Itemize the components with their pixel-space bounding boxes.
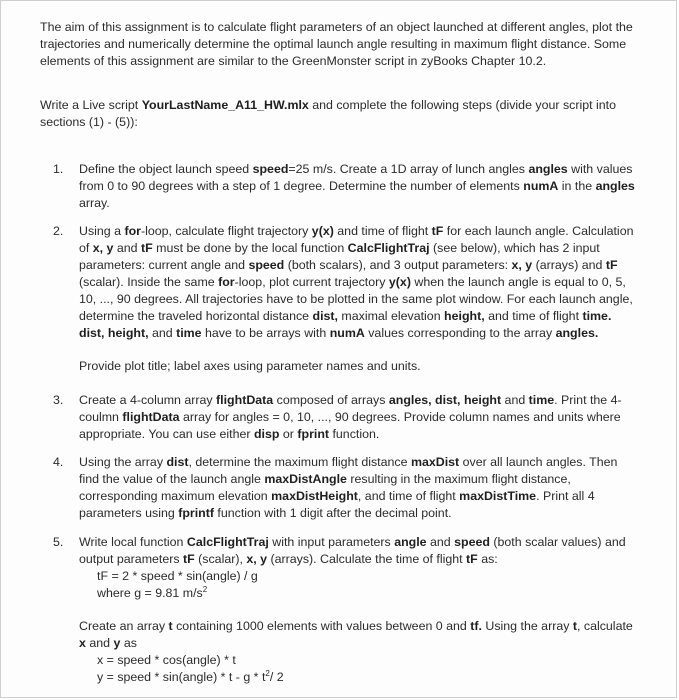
bold-term: time bbox=[176, 326, 202, 340]
bold-term: tF bbox=[431, 224, 444, 238]
text-run: Using a bbox=[79, 224, 125, 238]
formula-x: x = speed * cos(angle) * t bbox=[97, 653, 236, 667]
bold-term: maxDistAngle bbox=[264, 472, 347, 486]
bold-term: tF bbox=[605, 258, 618, 272]
bold-term: speed bbox=[454, 535, 490, 549]
text-run: values corresponding to the array bbox=[364, 326, 556, 340]
bold-term: x bbox=[79, 636, 86, 650]
instructions-text-end: and complete the following steps (divide your script into sections (1) - (5)): bbox=[40, 98, 616, 129]
text-run: as bbox=[120, 636, 137, 650]
text-run: , calculate bbox=[577, 619, 633, 633]
bold-term: x, y bbox=[246, 552, 268, 566]
bold-term: fprintf bbox=[178, 506, 214, 520]
step-number: 1. bbox=[53, 162, 64, 176]
bold-term: t bbox=[168, 619, 173, 633]
text-run: (arrays). Calculate the time of flight bbox=[267, 552, 467, 566]
text-run: (scalar), bbox=[194, 552, 247, 566]
text-run: . Print the 4-coulmn bbox=[79, 393, 622, 424]
text-run: -loop, calculate flight trajectory bbox=[141, 224, 312, 238]
bold-term: for bbox=[124, 224, 141, 238]
bold-term: y bbox=[113, 636, 121, 650]
bold-term: height, bbox=[444, 309, 485, 323]
text-run: , determine the maximum flight distance bbox=[188, 455, 411, 469]
text-run: for each launch angle. Calculation of bbox=[79, 224, 634, 255]
text-run: Using the array bbox=[79, 455, 167, 469]
bold-term: time. dist, height, bbox=[79, 309, 612, 340]
text-run: and bbox=[113, 241, 142, 255]
text-run: Create an array bbox=[79, 619, 169, 633]
step-text bbox=[79, 454, 639, 522]
instructions-paragraph bbox=[40, 97, 640, 131]
text-run: must be done by the local function bbox=[152, 241, 348, 255]
step-text bbox=[79, 223, 639, 342]
text-run: over all launch angles. Then find the value of the launch angle bbox=[79, 455, 618, 486]
bold-term: maxDistTime bbox=[459, 489, 537, 503]
bold-term: dist, bbox=[312, 309, 338, 323]
text-run: and time of flight bbox=[333, 224, 432, 238]
bold-term: disp bbox=[253, 427, 280, 441]
text-run: Define the object launch speed bbox=[79, 162, 253, 176]
bold-term: angles, dist, height bbox=[388, 393, 502, 407]
bold-term: y(x) bbox=[311, 224, 334, 238]
bold-term: angles bbox=[528, 162, 568, 176]
step-number: 4. bbox=[53, 455, 64, 469]
step-subnote bbox=[79, 618, 639, 652]
text-run: array. bbox=[79, 196, 110, 210]
text-run: in the bbox=[558, 179, 596, 193]
filename: YourLastName_A11_HW.mlx bbox=[141, 98, 309, 112]
bold-term: maxDistHeight bbox=[271, 489, 358, 503]
bold-term: for bbox=[218, 275, 235, 289]
text-run: (see below), which has 2 input parameters: current angle and bbox=[79, 241, 600, 272]
text-run: Write local function bbox=[79, 535, 187, 549]
text-run: have to be arrays with bbox=[201, 326, 330, 340]
text-run: and bbox=[148, 326, 177, 340]
bold-term: CalcFlightTraj bbox=[186, 535, 269, 549]
text-run: (arrays) and bbox=[532, 258, 606, 272]
bold-term: numA bbox=[523, 179, 559, 193]
text-run: Create a 4-column array bbox=[79, 393, 217, 407]
text-run: maximal elevation bbox=[337, 309, 445, 323]
bold-term: x, y bbox=[92, 241, 114, 255]
text-run: array for angles = 0, 10, ..., 90 degrees. Provide column names and units where appropriate. You can use either bbox=[79, 410, 621, 441]
bold-term: speed bbox=[248, 258, 285, 272]
bold-term: tf. bbox=[470, 619, 482, 633]
text-run: Using the array bbox=[481, 619, 573, 633]
instructions-text: Write a Live script bbox=[40, 98, 142, 112]
text-run: function with 1 digit after the decimal point. bbox=[213, 506, 452, 520]
bold-term: angles. bbox=[555, 326, 599, 340]
text-run: resulting in the maximum flight distance, corresponding maximum elevation bbox=[79, 472, 571, 503]
bold-term: y(x) bbox=[388, 275, 411, 289]
bold-term: tF bbox=[141, 241, 153, 255]
text-run: and time of flight bbox=[484, 309, 583, 323]
bold-term: speed bbox=[252, 162, 289, 176]
step-number: 3. bbox=[53, 393, 64, 407]
text-run: (both scalar values) and output parameters bbox=[79, 535, 626, 566]
text-run: function. bbox=[329, 427, 380, 441]
text-run: (scalar). Inside the same bbox=[79, 275, 219, 289]
text-run: with input parameters bbox=[268, 535, 395, 549]
bold-term: angle bbox=[394, 535, 427, 549]
bold-term: tF bbox=[466, 552, 478, 566]
bold-term: angles bbox=[595, 179, 635, 193]
step-number: 2. bbox=[53, 224, 64, 238]
text-run: , and time of flight bbox=[357, 489, 460, 503]
bold-term: t bbox=[572, 619, 577, 633]
text-run: and bbox=[426, 535, 455, 549]
text-run: as: bbox=[477, 552, 498, 566]
formula-g: where g = 9.81 $m/s^2$ bbox=[97, 584, 208, 600]
text-run: containing 1000 elements with values between 0 and bbox=[172, 619, 471, 633]
text-run: when the launch angle is equal to 0, 5, 10, ..., 90 degrees. All trajectories have to be plotted in the same plot window. For each launch angle, determine the traveled horizontal distance bbox=[79, 275, 633, 323]
formula-y: y = speed * sin(angle) * t - g * $t^2/$ 2 bbox=[97, 668, 284, 684]
text-run: . Print all 4 parameters using bbox=[79, 489, 595, 520]
step-text bbox=[79, 534, 639, 568]
bold-term: flightData bbox=[216, 393, 274, 407]
step-text bbox=[79, 392, 639, 443]
bold-term: numA bbox=[329, 326, 365, 340]
text-run: or bbox=[279, 427, 298, 441]
text-run: with values from 0 to 90 degrees with a step of 1 degree. Determine the number of elements bbox=[79, 162, 633, 193]
bold-term: time bbox=[528, 393, 555, 407]
bold-term: fprint bbox=[297, 427, 330, 441]
intro-paragraph bbox=[40, 19, 640, 70]
text-run: composed of arrays bbox=[273, 393, 389, 407]
intro-text: The aim of this assignment is to calculate flight parameters of an object launched at different angles, plot the trajectories and numerically determine the optimal launch angle resulting in maximum flight distance. Some elements of this assignment are similar to the GreenMonster script in zyBooks Chapter 10.2. bbox=[40, 20, 633, 68]
text-run: -loop, plot current trajectory bbox=[234, 275, 389, 289]
bold-term: tF bbox=[183, 552, 195, 566]
step-number: 5. bbox=[53, 535, 64, 549]
bold-term: maxDist bbox=[410, 455, 460, 469]
step-subnote: Provide plot title; label axes using parameter names and units. bbox=[79, 359, 421, 373]
bold-term: flightData bbox=[122, 410, 180, 424]
bold-term: x, y bbox=[511, 258, 533, 272]
text-run: =25 m/s. Create a 1D array of lunch angles bbox=[288, 162, 529, 176]
bold-term: CalcFlightTraj bbox=[347, 241, 430, 255]
text-run: and bbox=[85, 636, 114, 650]
step-text bbox=[79, 161, 639, 212]
text-run: (both scalars), and 3 output parameters: bbox=[284, 258, 512, 272]
text-run: and bbox=[501, 393, 529, 407]
bold-term: dist bbox=[166, 455, 189, 469]
formula-tf: tF = 2 * speed * sin(angle) / g bbox=[97, 569, 258, 583]
